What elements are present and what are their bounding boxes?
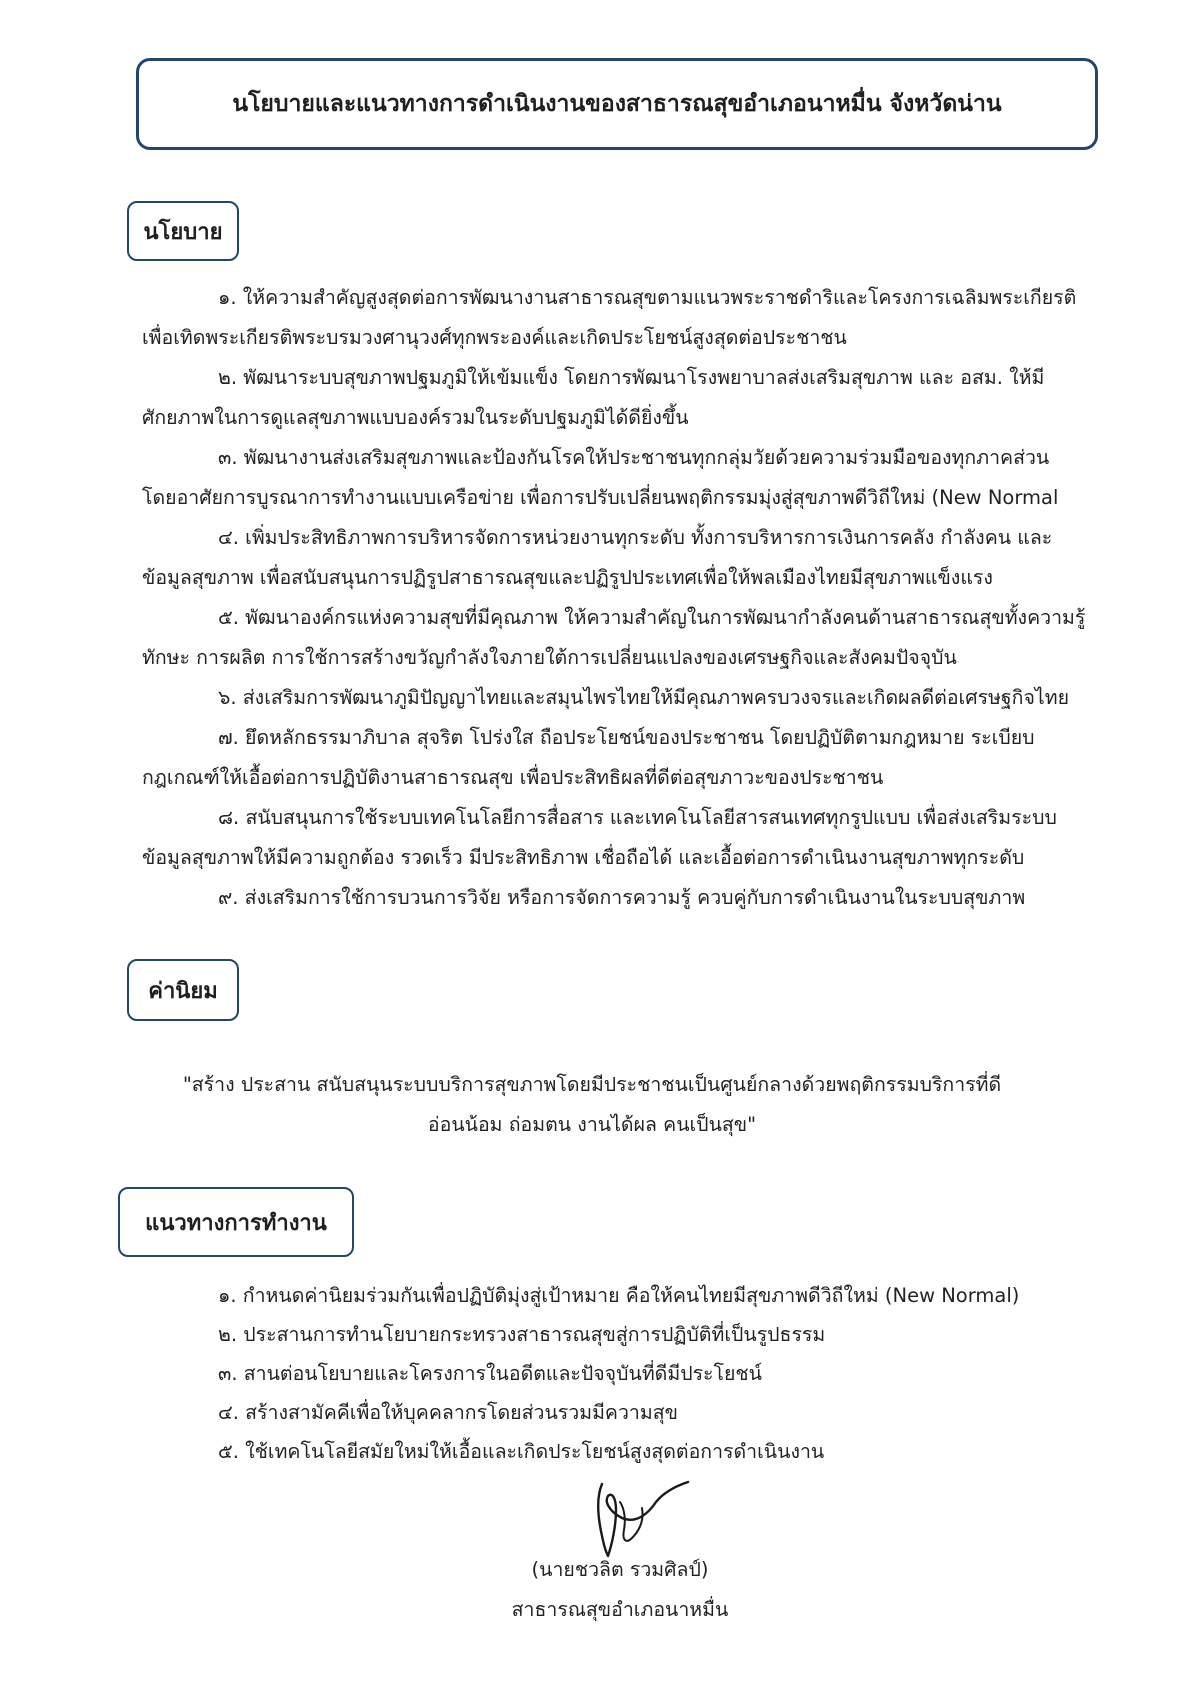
handwritten-signature [582, 1478, 692, 1560]
signatory-name: (นายชวลิต รวมศิลป์) [531, 1558, 709, 1581]
work-guidelines-list [218, 1276, 1019, 1471]
title-box [136, 58, 1098, 150]
policy-list [142, 278, 1086, 918]
values-line-2: อ่อนน้อม ถ่อมตน งานได้ผล คนเป็นสุข" [427, 1113, 757, 1136]
work-guidelines-heading: แนวทางการทำงาน [118, 1187, 354, 1257]
values-quote [142, 1065, 1042, 1145]
work-item-5: ๕. ใช้เทคโนโลยีสมัยใหม่ให้เอื้อและเกิดประโยชน์สูงสุดต่อการดำเนินงาน [218, 1440, 825, 1463]
policy-heading: นโยบาย [127, 201, 239, 261]
signatory-position: สาธารณสุขอำเภอนาหมื่น [511, 1598, 729, 1621]
policy-item-8: ๘. สนับสนุนการใช้ระบบเทคโนโลยีการสื่อสาร และเทคโนโลยีสารสนเทศทุกรูปแบบ เพื่อส่งเสริมระบบ ข้อมูลสุขภาพให้มีความถูกต้อง รวดเร็ว มีประสิทธิภาพ เชื่อถือได้ และเอื้อต่อการดำเนินงานสุขภาพทุกระดับ [142, 806, 1057, 869]
values-heading: ค่านิยม [127, 959, 239, 1021]
policy-item-7: ๗. ยึดหลักธรรมาภิบาล สุจริต โปร่งใส ถือประโยชน์ของประชาชน โดยปฏิบัติตามกฎหมาย ระเบียบ กฎเกณฑ์ให้เอื้อต่อการปฏิบัติงานสาธารณสุข เพื่อประสิทธิผลที่ดีต่อสุขภาวะของประชาชน [142, 726, 1035, 789]
policy-item-6: ๖. ส่งเสริมการพัฒนาภูมิปัญญาไทยและสมุนไพรไทยให้มีคุณภาพครบวงจรและเกิดผลดีต่อเศรษฐกิจไทย [218, 686, 1070, 709]
work-item-1: ๑. กำหนดค่านิยมร่วมกันเพื่อปฏิบัติมุ่งสู่เป้าหมาย คือให้คนไทยมีสุขภาพดีวิถีใหม่ (New Normal) [218, 1284, 1020, 1307]
values-line-1: "สร้าง ประสาน สนับสนุนระบบบริการสุขภาพโดยมีประชาชนเป็นศูนย์กลางด้วยพฤติกรรมบริการที่ดี [182, 1073, 1002, 1096]
policy-item-1: ๑. ให้ความสำคัญสูงสุดต่อการพัฒนางานสาธารณสุขตามแนวพระราชดำริและโครงการเฉลิมพระเกียรติ เพื่อเทิดพระเกียรติพระบรมวงศานุวงศ์ทุกพระองค์และเกิดประโยชน์สูงสุดต่อประชาชน [142, 286, 1077, 349]
work-item-2: ๒. ประสานการทำนโยบายกระทรวงสาธารณสุขสู่การปฏิบัติที่เป็นรูปธรรม [218, 1323, 826, 1346]
document-title: นโยบายและแนวทางการดำเนินงานของสาธารณสุขอำเภอนาหมื่น จังหวัดน่าน [232, 91, 1002, 117]
policy-item-3: ๓. พัฒนางานส่งเสริมสุขภาพและป้องกันโรคให้ประชาชนทุกกลุ่มวัยด้วยความร่วมมือของทุกภาคส่วน โดยอาศัยการบูรณาการทำงานแบบเครือข่าย เพื่อการปรับเปลี่ยนพฤติกรรมมุ่งสู่สุขภาพดีวิถีใหม่ (New Normal [142, 446, 1059, 509]
policy-item-5: ๕. พัฒนาองค์กรแห่งความสุขที่มีคุณภาพ ให้ความสำคัญในการพัฒนากำลังคนด้านสาธารณสุขทั้งความรู้ ทักษะ การผลิต การใช้การสร้างขวัญกำลังใจภายใต้การเปลี่ยนแปลงของเศรษฐกิจและสังคมปัจจุบัน [142, 606, 1086, 669]
policy-item-9: ๙. ส่งเสริมการใช้การบวนการวิจัย หรือการจัดการความรู้ ควบคู่กับการดำเนินงานในระบบสุขภาพ [218, 886, 1026, 909]
work-item-4: ๔. สร้างสามัคคีเพื่อให้บุคคลากรโดยส่วนรวมมีความสุข [218, 1401, 678, 1424]
policy-item-4: ๔. เพิ่มประสิทธิภาพการบริหารจัดการหน่วยงานทุกระดับ ทั้งการบริหารการเงินการคลัง กำลังคน และ ข้อมูลสุขภาพ เพื่อสนับสนุนการปฏิรูปสาธารณสุขและปฏิรูปประเทศเพื่อให้พลเมืองไทยมีสุขภาพแข็งแรง [142, 526, 1053, 589]
work-item-3: ๓. สานต่อนโยบายและโครงการในอดีตและปัจจุบันที่ดีมีประโยชน์ [218, 1362, 762, 1385]
policy-item-2: ๒. พัฒนาระบบสุขภาพปฐมภูมิให้เข้มแข็ง โดยการพัฒนาโรงพยาบาลส่งเสริมสุขภาพ และ อสม. ให้มี ศักยภาพในการดูแลสุขภาพแบบองค์รวมในระดับปฐมภูมิได้ดียิ่งขึ้น [142, 366, 1045, 429]
